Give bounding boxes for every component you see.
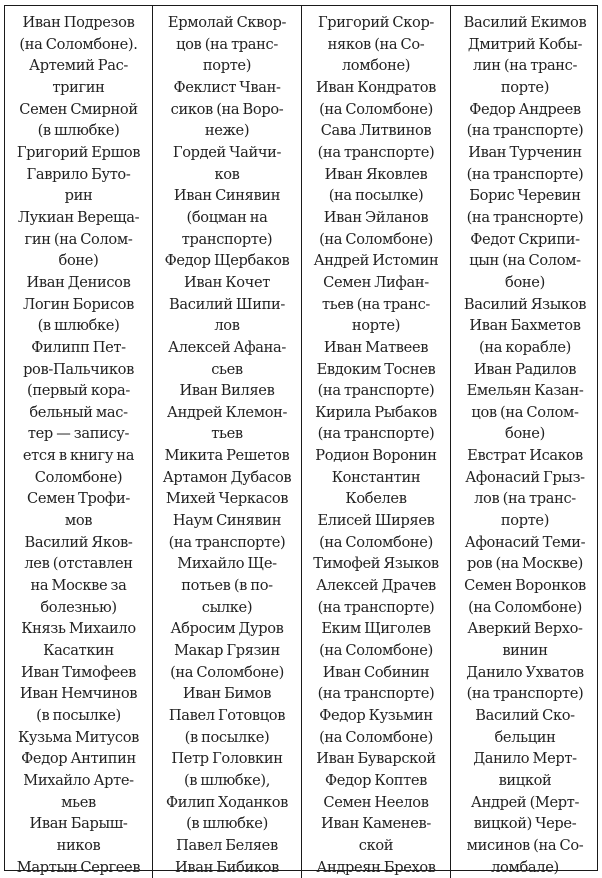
table-cell-line: Иван Кондратов <box>315 78 437 96</box>
table-cell-line: лов (на транс- <box>474 490 576 508</box>
table-cell-line: вицкой <box>498 771 552 789</box>
table-cell-line: Иван Кочет <box>184 273 270 291</box>
table-cell-line: Евстрат Исаков <box>467 447 583 465</box>
table-cell-line: Дмитрий Кобы- <box>467 35 583 53</box>
table-cell-line: цов (на транс- <box>176 35 278 53</box>
table-cell-line: Василий Ско- <box>475 707 575 724</box>
table-cell-line: Иван Матвеев <box>323 338 429 356</box>
table-cell-line: ломбоне) <box>341 57 411 75</box>
table-cell-line: Филипп Пет- <box>31 338 126 356</box>
table-cell-line: Тимофей Языков <box>313 555 439 573</box>
table-cell-line: тер — запису- <box>27 425 130 443</box>
table-cell-line: Василий Шипи- <box>169 295 285 313</box>
table-cell-line: ров-Пальчиков <box>23 360 134 378</box>
table-cell-line: (в посылке) <box>184 728 270 746</box>
table-cell-line: Филип Ходанков <box>165 793 289 811</box>
table-cell-line: транспорте) <box>181 230 273 248</box>
table-cell-line: (на Соломбоне) <box>319 230 433 248</box>
table-cell-line: (на транспорте) <box>466 122 584 140</box>
table-cell-line: Емельян Казан- <box>466 382 584 400</box>
table-cell-line: мьев <box>61 793 96 811</box>
table-cell-line: Иван Денисов <box>26 273 131 291</box>
table-cell-line: Елисей Ширяев <box>317 512 435 530</box>
table-cell-line: вицкой) Чере- <box>473 815 577 833</box>
crew-list-table <box>4 5 598 876</box>
table-cell-line: Макар Грязин <box>174 642 280 660</box>
table-cell-line: Андрей Истомин <box>313 252 439 270</box>
table-cell-line: Кобелев <box>345 490 407 508</box>
table-cell-line: (в шлюбке) <box>37 317 120 335</box>
table-cell-line: порте) <box>202 57 252 75</box>
table-cell-line: Князь Михаило <box>21 620 136 638</box>
table-cell-line: порте) <box>500 512 550 530</box>
table-cell-line: Борис Черевин <box>469 187 581 205</box>
table-cell-line: рин <box>64 187 93 205</box>
table-cell-line: Логин Борисов <box>23 295 134 313</box>
table-cell-line: (на посылке) <box>328 187 424 205</box>
table-cell-line: Федот Скрипи- <box>470 230 580 248</box>
table-cell-line: (в шлюбке), <box>183 771 271 789</box>
table-cell-line: Иван Бимов <box>182 685 272 703</box>
table-cell-line: Григорий Ершов <box>16 143 141 161</box>
table-cell-line: (боцман на <box>186 208 268 226</box>
table-cell-line: Кирила Рыбаков <box>315 403 437 421</box>
table-cell-line: (в посылке) <box>36 707 121 724</box>
table-column-2 <box>153 6 302 878</box>
table-cell-line: няков (на Со- <box>327 35 425 53</box>
table-cell-line: бельцин <box>494 728 556 746</box>
table-column-3 <box>302 6 451 878</box>
table-cell-line: (на Соломбоне) <box>170 663 284 681</box>
table-cell-line: Иван Тимофеев <box>21 663 136 681</box>
table-cell-line: боне) <box>505 273 545 291</box>
table-cell-line: (на транспорте) <box>317 143 435 161</box>
table-cell-line: Гаврило Буто- <box>26 165 131 183</box>
table-cell-line: мисинов (на Со- <box>466 836 584 854</box>
table-cell-line: Иван Бахметов <box>469 317 581 335</box>
table-column-1 <box>5 6 153 878</box>
table-cell-line: потьев (в по- <box>181 577 273 595</box>
table-cell-line: Иван Буварской <box>316 750 436 768</box>
table-cell-line: порте) <box>500 78 550 96</box>
table-cell-line: (первый кора- <box>27 382 130 400</box>
table-cell-line: Кузьма Митусов <box>17 728 140 746</box>
table-cell-line: Алексей Афана- <box>168 338 286 356</box>
table-cell-line: Касаткин <box>43 642 114 660</box>
table-column-4 <box>451 6 599 878</box>
table-cell-line: сылке) <box>201 598 253 616</box>
table-cell-line: Федор Коптев <box>324 771 428 789</box>
table-cell-line: Семен Лифан- <box>323 273 429 291</box>
table-cell-line: Феклист Чван- <box>173 78 281 96</box>
table-cell-line: ников <box>56 836 101 854</box>
table-cell-line: (на Соломбоне) <box>468 598 582 616</box>
table-cell-line: мов <box>64 512 93 530</box>
table-cell-line: (в шлюбке) <box>186 815 268 833</box>
table-cell-line: лов <box>214 317 240 335</box>
table-cell-line: Родион Воронин <box>315 447 437 465</box>
table-cell-line: (на транспорте) <box>317 598 435 616</box>
table-cell-line: Иван Барыш- <box>29 815 128 833</box>
table-cell-line: тьев (на транс- <box>322 295 430 313</box>
table-cell-line: Федор Кузьмин <box>319 707 433 724</box>
table-cell-line: Наум Синявин <box>172 512 282 530</box>
table-cell-line: ков <box>214 165 240 183</box>
table-cell-line: ется в книгу на <box>22 447 135 465</box>
table-cell-line: боне) <box>505 425 545 443</box>
table-cell-line: (на корабле) <box>479 338 571 356</box>
table-cell-line: Павел Готовцов <box>168 707 286 724</box>
table-cell-line: Михайло Арте- <box>23 771 134 789</box>
table-cell-line: Иван Радилов <box>473 360 577 378</box>
table-cell-line: цын (на Солом- <box>469 252 581 270</box>
table-cell-line: Семен Трофи- <box>27 490 130 508</box>
table-cell-line: Андрей Клемон- <box>166 403 288 421</box>
table-cell-line: Артемий Рас- <box>29 57 128 75</box>
table-cell-line: Ермолай Сквор- <box>167 14 287 31</box>
table-cell-line: лев (отставлен <box>24 555 133 573</box>
table-cell-line: Еким Щиголев <box>321 620 431 638</box>
table-cell-line: Михей Черкасов <box>165 490 289 508</box>
table-cell-line: Иван Виляев <box>179 382 275 400</box>
table-cell-line: неже) <box>204 122 250 140</box>
table-cell-line: (на Соломбоне). <box>19 35 138 53</box>
table-cell-line: (на Соломбоне) <box>319 533 433 551</box>
table-cell-line: Данило Ухватов <box>466 663 584 681</box>
table-cell-line: тригин <box>52 78 105 96</box>
table-cell-line: ров (на Москве) <box>466 555 584 573</box>
table-cell-line: Иван Собинин <box>322 663 430 681</box>
table-cell-line: ломбале) <box>491 858 559 876</box>
table-cell-line: Иван Эйланов <box>323 208 429 226</box>
table-cell-line: Иван Немчинов <box>19 685 138 703</box>
table-cell-line: Иван Яковлев <box>324 165 428 183</box>
table-cell-line: Андреян Брехов <box>316 858 436 876</box>
table-cell-line: (на Соломбоне) <box>319 100 433 118</box>
table-cell-line: (на транспорте) <box>317 425 435 443</box>
table-cell-line: (в шлюбке) <box>37 122 120 140</box>
table-cell-line: Федор Щербаков <box>164 252 290 270</box>
table-cell-line: Мартын Сергеев <box>16 858 141 876</box>
table-cell-line: Иван Каменев- <box>321 815 431 833</box>
table-cell-line: Артамон Дубасов <box>162 468 292 486</box>
table-cell-line: Данило Мерт- <box>473 750 577 768</box>
table-cell-line: Павел Беляев <box>176 836 278 854</box>
table-cell-line: Константин <box>331 468 421 486</box>
table-cell-line: (на транспорте) <box>317 685 435 703</box>
table-cell-line: Иван Бибиков <box>175 858 279 876</box>
table-cell-line: на Москве за <box>30 577 127 595</box>
table-cell-line: Афонасий Грыз- <box>465 468 585 486</box>
table-cell-line: Лукиан Вереща- <box>17 208 140 226</box>
table-cell-line: (на транспорте) <box>466 165 584 183</box>
table-cell-line: гин (на Солом- <box>24 230 133 248</box>
table-cell-line: сьев <box>211 360 243 378</box>
table-cell-line: Абросим Дуров <box>170 620 284 638</box>
table-cell-line: (на Соломбоне) <box>319 642 433 660</box>
table-cell-line: лин (на транс- <box>472 57 578 75</box>
table-cell-line: Афонасий Теми- <box>464 533 586 551</box>
table-cell-line: Евдоким Тоснев <box>316 360 436 378</box>
table-cell-line: цов (на Солом- <box>471 403 579 421</box>
table-cell-line: Аверкий Верхо- <box>467 620 583 638</box>
table-cell-line: болезнью) <box>40 598 117 616</box>
table-cell-line: тьев <box>211 425 243 443</box>
table-cell-line: Иван Синявин <box>173 187 281 205</box>
table-cell-line: Микита Решетов <box>164 447 290 465</box>
table-cell-line: (на транспорте) <box>466 685 584 703</box>
table-cell-line: сиков (на Воро- <box>170 100 284 118</box>
table-cell-line: Федор Андреев <box>469 100 581 118</box>
table-cell-line: норте) <box>351 317 401 335</box>
table-cell-line: (на Соломбоне) <box>319 728 433 746</box>
table-cell-line: Иван Подрезов <box>22 14 135 31</box>
table-cell-line: Василий Екимов <box>463 14 587 31</box>
table-cell-line: бельный мас- <box>29 403 128 421</box>
table-cell-line: (на транснорте) <box>466 208 584 226</box>
table-cell-line: Иван Турченин <box>468 143 582 161</box>
table-cell-line: (на транспорте) <box>317 382 435 400</box>
table-cell-line: Григорий Скор- <box>317 14 435 31</box>
table-cell-line: боне) <box>58 252 99 270</box>
table-cell-line: Соломбоне) <box>34 468 123 486</box>
table-cell-line: Василий Яков- <box>24 533 133 551</box>
table-cell-line: Федор Антипин <box>21 750 136 768</box>
table-cell-line: винин <box>502 642 548 660</box>
table-cell-line: Петр Головкин <box>171 750 283 768</box>
table-cell-line: Алексей Драчев <box>316 577 436 595</box>
table-cell-line: Сава Литвинов <box>320 122 432 140</box>
table-cell-line: Михайло Ще- <box>177 555 277 573</box>
table-cell-line: Гордей Чайчи- <box>172 143 282 161</box>
table-cell-line: Семен Смирной <box>19 100 138 118</box>
table-cell-line: Семен Неелов <box>323 793 429 811</box>
table-cell-line: Василий Языков <box>463 295 587 313</box>
table-cell-line: Семен Воронков <box>464 577 586 595</box>
table-cell-line: (на транспорте) <box>168 533 286 551</box>
table-cell-line: Андрей (Мерт- <box>470 793 580 811</box>
table-cell-line: ской <box>358 836 394 854</box>
